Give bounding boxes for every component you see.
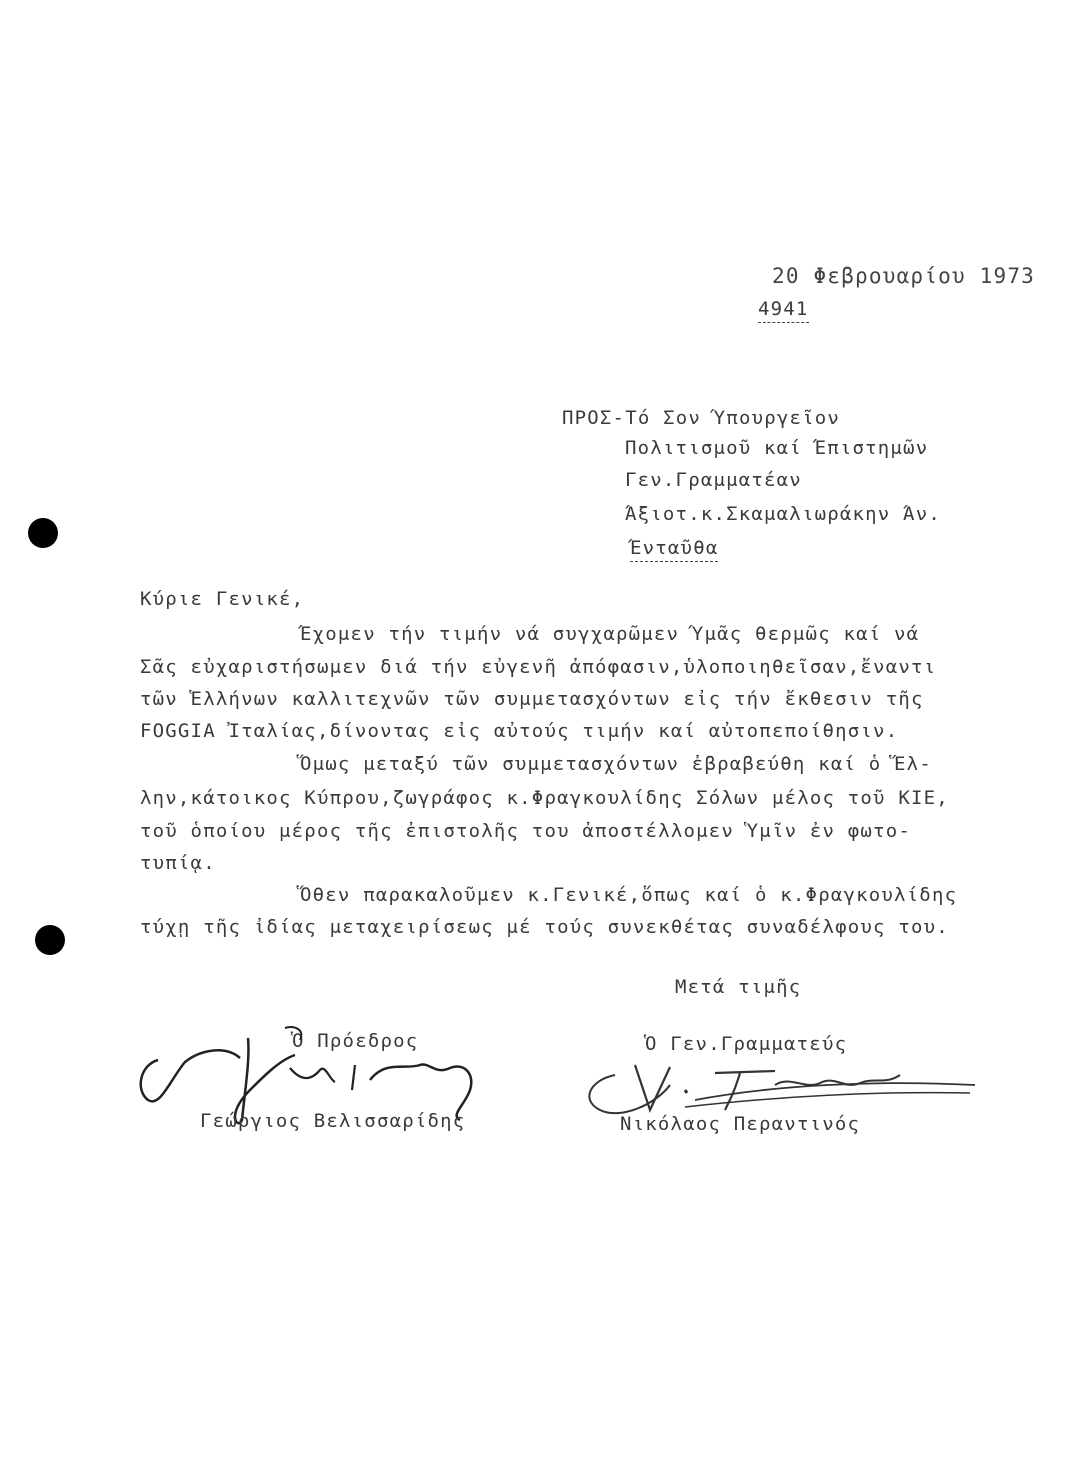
body-line-10: τύχῃ τῆς ἰδίας μεταχειρίσεως μέ τούς συνεκθέτας συναδέλφους του. [140,916,949,938]
recipient-line-5: Ένταῦθα [630,537,718,562]
letter-date: 20 Φεβρουαρίου 1973 [772,264,1036,288]
recipient-line-1: ΠΡΟΣ-Τό Σον Ύπουργεῖον [562,407,841,429]
body-line-4: FOGGIA Ἰταλίας,δίνοντας εἰς αὐτούς τιμήν καί αὐτοπεποίθησιν. [140,720,899,742]
recipient-line-4: Άξιοτ.κ.Σκαμαλιωράκην Άν. [625,503,941,525]
body-line-6: λην,κάτοικος Κύπρου,ζωγράφος κ.Φραγκουλίδης Σόλων μέλος τοῦ ΚΙΕ, [140,787,949,809]
body-line-8: τυπίᾳ. [140,852,216,874]
punch-hole-top [28,518,58,548]
recipient-line-3: Γεν.Γραμματέαν [625,469,802,491]
body-line-3: τῶν Ἑλλήνων καλλιτεχνῶν τῶν συμμετασχόντων εἰς τήν ἔκθεσιν τῆς [140,688,924,710]
body-line-2: Σᾶς εὐχαριστήσωμεν διά τήν εὐγενῆ ἀπόφασιν,ὑλοποιηθεῖσαν,ἔναντι [140,656,937,678]
left-signatory-title: Ὁ Πρόεδρος [292,1030,419,1052]
punch-hole-bottom [35,925,65,955]
reference-number: 4941 [758,298,809,323]
body-line-9: Ὅθεν παρακαλοῦμεν κ.Γενικέ,ὅπως καί ὁ κ.Φραγκουλίδης [300,884,958,906]
right-signatory-title: Ὁ Γεν.Γραμματεύς [645,1033,848,1055]
right-signatory-name: Νικόλαος Περαντινός [620,1113,861,1135]
body-line-1: Έχομεν τήν τιμήν νά συγχαρῶμεν Ύμᾶς θερμῶς καί νά [300,623,920,645]
closing: Μετά τιμῆς [675,976,802,998]
left-signatory-name: Γεώργιος Βελισσαρίδης [200,1110,466,1132]
body-line-5: Ὅμως μεταξύ τῶν συμμετασχόντων ἐβραβεύθη καί ὁ Ἕλ- [300,753,932,775]
body-line-7: τοῦ ὁποίου μέρος τῆς ἐπιστολῆς του ἀποστέλλομεν Ὑμῖν ἐν φωτο- [140,820,911,842]
salutation: Κύριε Γενικέ, [140,588,305,610]
recipient-line-2: Πολιτισμοῦ καί Έπιστημῶν [625,437,929,459]
